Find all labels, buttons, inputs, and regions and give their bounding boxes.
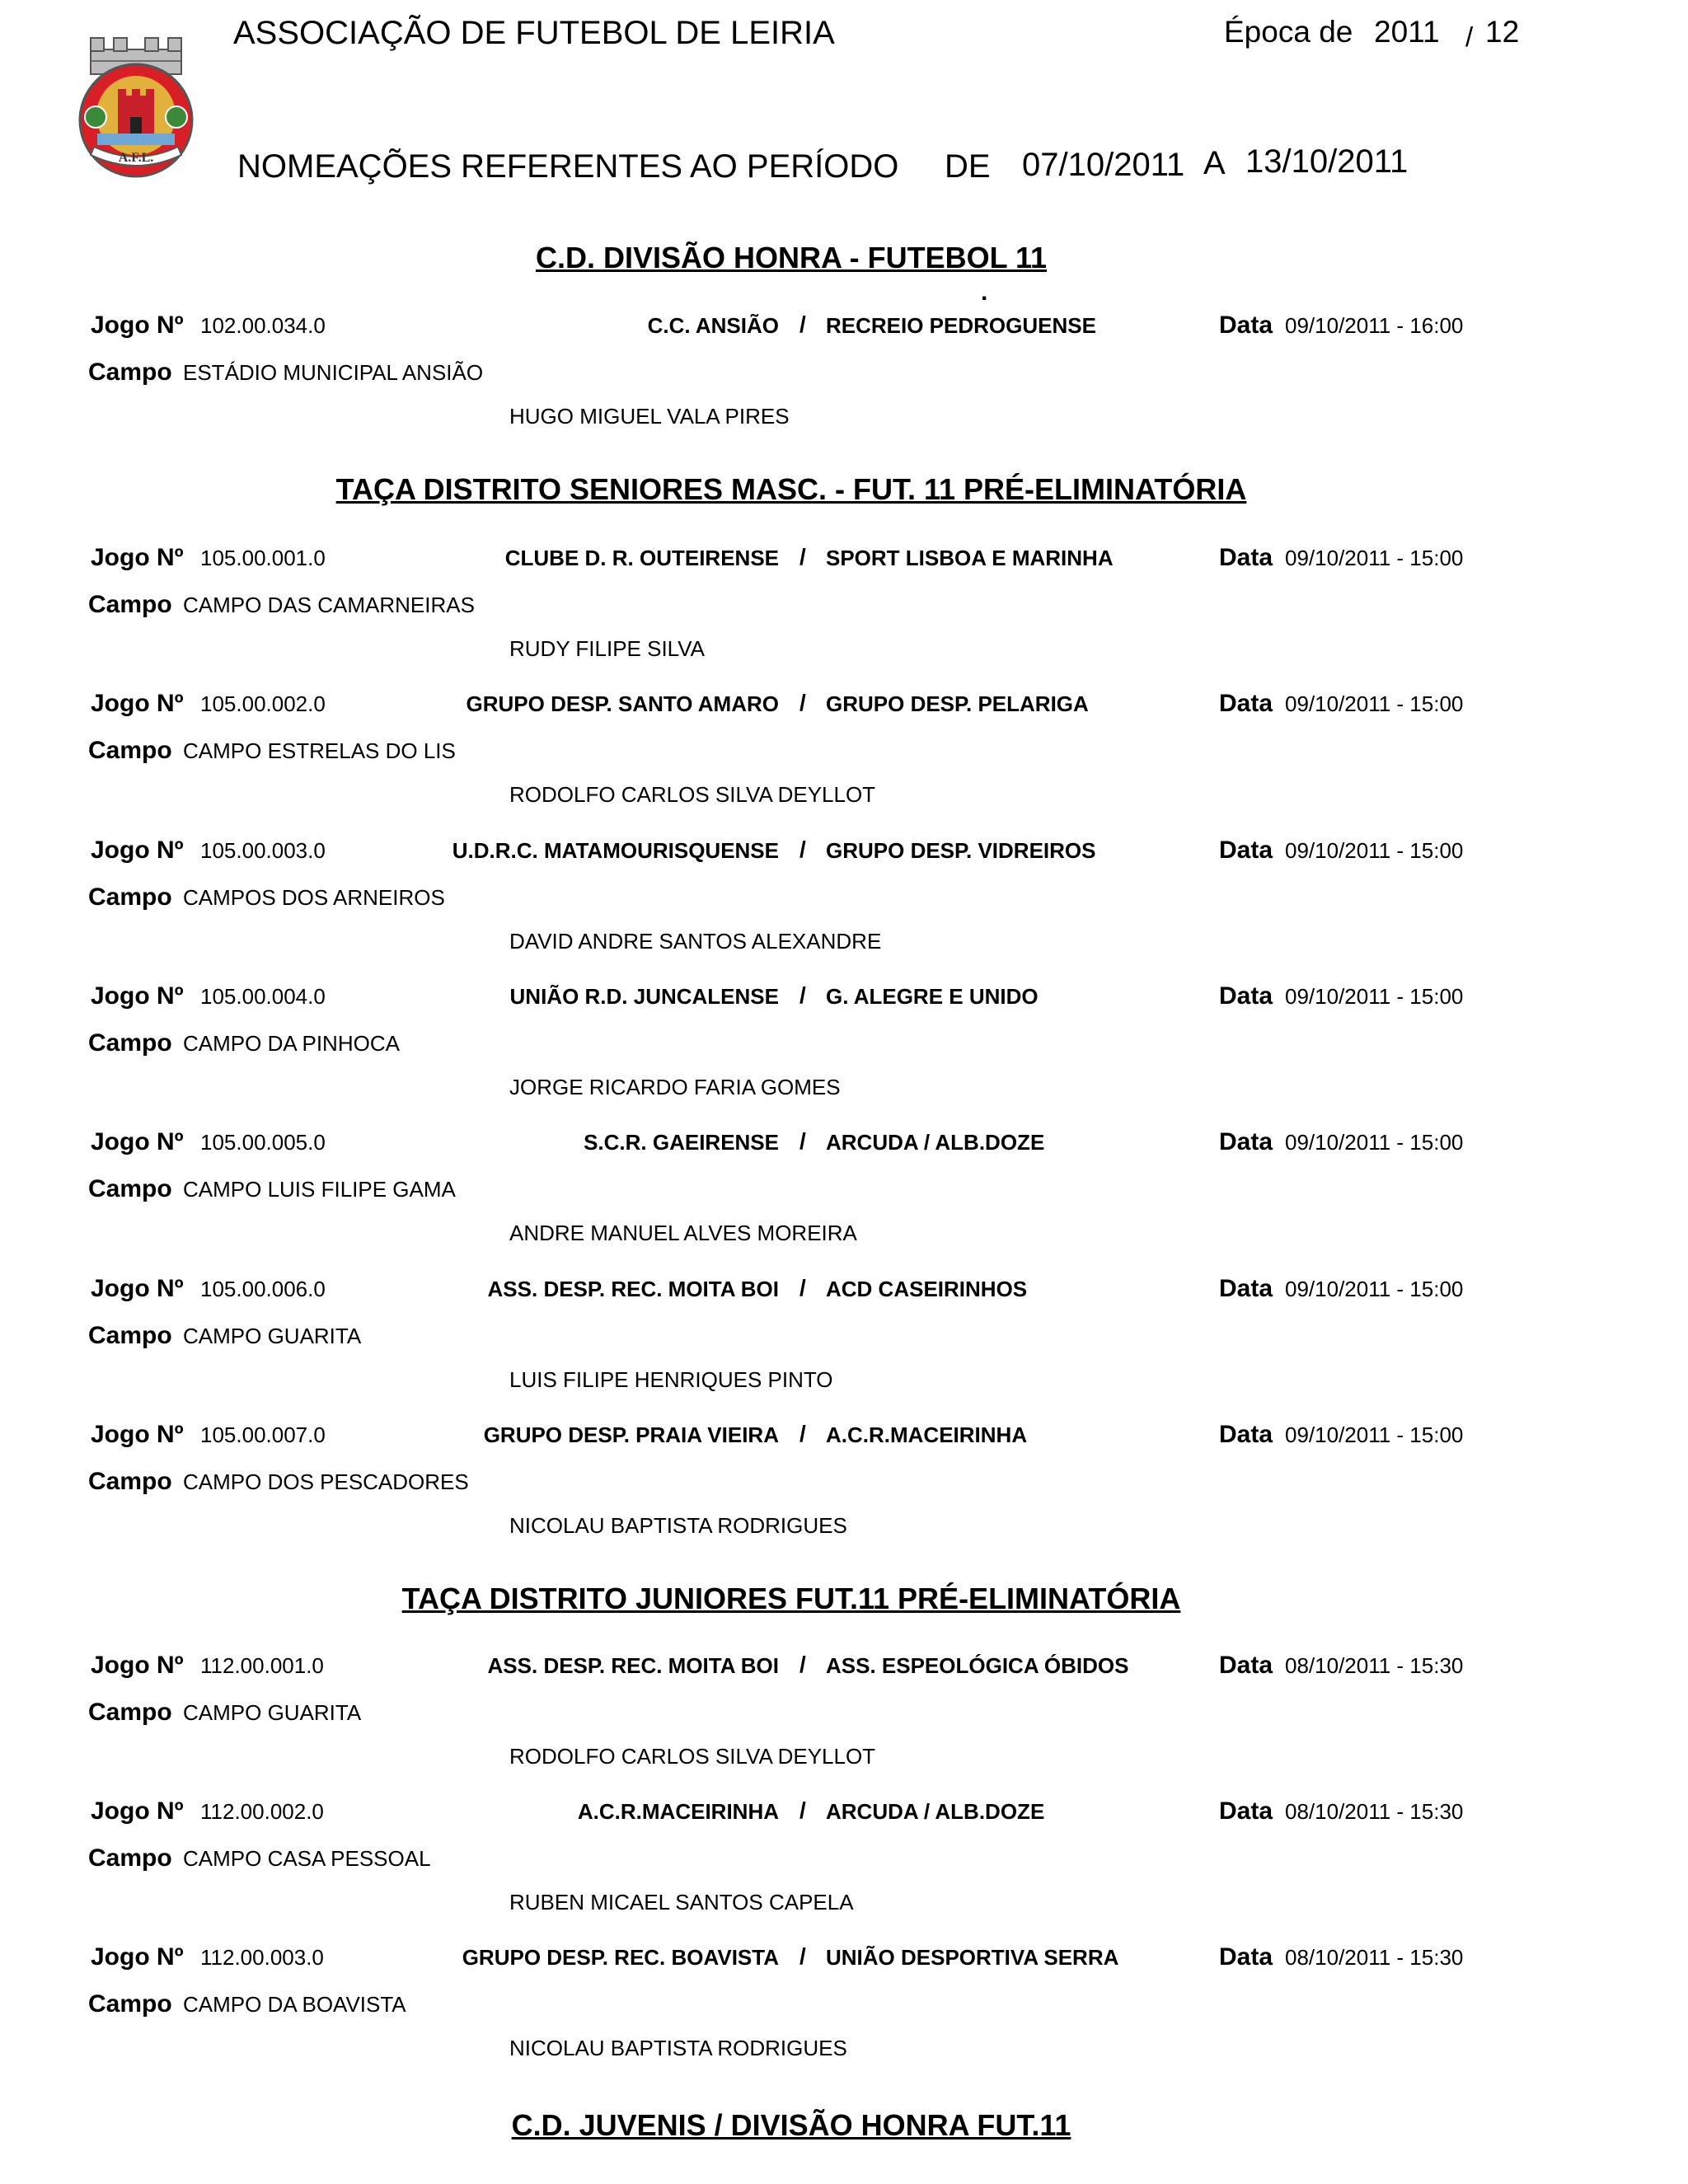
campo-label: Campo (88, 1322, 172, 1349)
organization-title: ASSOCIAÇÃO DE FUTEBOL DE LEIRIA (233, 15, 835, 51)
afl-logo (73, 31, 199, 178)
referee-name: RUBEN MICAEL SANTOS CAPELA (509, 1890, 854, 1915)
referee-name: JORGE RICARDO FARIA GOMES (509, 1075, 841, 1099)
match-number: 105.00.007.0 (200, 1422, 326, 1447)
away-team: ARCUDA / ALB.DOZE (826, 1799, 1045, 1824)
match-datetime: 09/10/2011 - 15:00 (1285, 838, 1464, 863)
campo-label: Campo (88, 1990, 172, 2018)
match-number: 105.00.003.0 (200, 838, 326, 863)
campo-label: Campo (88, 591, 172, 618)
teams-separator: / (799, 312, 806, 337)
data-label: Data (1219, 1797, 1273, 1825)
period-de: DE (945, 148, 991, 185)
teams-separator: / (799, 1275, 806, 1301)
venue-name: CAMPO GUARITA (183, 1324, 362, 1348)
match-number: 105.00.004.0 (200, 984, 326, 1009)
jogo-label: Jogo Nº (91, 1652, 184, 1679)
teams-separator: / (799, 982, 806, 1008)
referee-name: LUIS FILIPE HENRIQUES PINTO (509, 1367, 833, 1392)
jogo-label: Jogo Nº (91, 544, 184, 571)
campo-label: Campo (88, 737, 172, 764)
match-number: 105.00.006.0 (200, 1277, 326, 1301)
away-team: G. ALEGRE E UNIDO (826, 984, 1039, 1009)
jogo-label: Jogo Nº (91, 1943, 184, 1971)
match-number: 105.00.002.0 (200, 691, 326, 716)
season-separator: / (1465, 21, 1474, 52)
venue-name: CAMPO DA BOAVISTA (183, 1992, 406, 2017)
referee-name: ANDRE MANUEL ALVES MOREIRA (509, 1221, 857, 1245)
venue-name: CAMPO DAS CAMARNEIRAS (183, 593, 475, 617)
match-datetime: 09/10/2011 - 15:00 (1285, 1130, 1464, 1155)
away-team: GRUPO DESP. PELARIGA (826, 691, 1089, 716)
venue-name: CAMPO LUIS FILIPE GAMA (183, 1177, 456, 1202)
season-label: Época de (1224, 15, 1353, 49)
match-datetime: 09/10/2011 - 15:00 (1285, 1422, 1464, 1447)
match-datetime: 09/10/2011 - 15:00 (1285, 546, 1464, 570)
home-team: C.C. ANSIÃO (647, 313, 779, 338)
away-team: RECREIO PEDROGUENSE (826, 313, 1096, 338)
campo-label: Campo (88, 1699, 172, 1726)
campo-label: Campo (88, 883, 172, 911)
campo-label: Campo (88, 1175, 172, 1202)
jogo-label: Jogo Nº (91, 1128, 184, 1155)
match-number: 105.00.005.0 (200, 1130, 326, 1155)
section-title: TAÇA DISTRITO SENIORES MASC. - FUT. 11 PRÉ-ELIMINATÓRIA (335, 472, 1247, 506)
jogo-label: Jogo Nº (91, 982, 184, 1010)
data-label: Data (1219, 1421, 1273, 1448)
teams-separator: / (799, 690, 806, 715)
season-year-end: 12 (1485, 15, 1520, 49)
section-title: C.D. JUVENIS / DIVISÃO HONRA FUT.11 (511, 2108, 1071, 2142)
venue-name: CAMPO DA PINHOCA (183, 1031, 400, 1056)
campo-label: Campo (88, 1468, 172, 1495)
away-team: GRUPO DESP. VIDREIROS (826, 838, 1096, 863)
home-team: CLUBE D. R. OUTEIRENSE (504, 546, 779, 570)
teams-separator: / (799, 1128, 806, 1154)
teams-separator: / (799, 1652, 806, 1677)
teams-separator: / (799, 1797, 806, 1823)
venue-name: ESTÁDIO MUNICIPAL ANSIÃO (183, 360, 484, 385)
home-team: GRUPO DESP. REC. BOAVISTA (462, 1945, 779, 1970)
match-datetime: 08/10/2011 - 15:30 (1285, 1653, 1464, 1678)
home-team: UNIÃO R.D. JUNCALENSE (509, 984, 779, 1009)
match-number: 102.00.034.0 (200, 313, 326, 338)
match-datetime: 09/10/2011 - 15:00 (1285, 1277, 1464, 1301)
away-team: ARCUDA / ALB.DOZE (826, 1130, 1045, 1155)
data-label: Data (1219, 1128, 1273, 1155)
period-end-date: 13/10/2011 (1245, 143, 1409, 180)
stray-dot: . (981, 279, 988, 306)
venue-name: CAMPO GUARITA (183, 1700, 362, 1725)
campo-label: Campo (88, 1029, 172, 1057)
home-team: GRUPO DESP. PRAIA VIEIRA (483, 1422, 779, 1447)
match-datetime: 09/10/2011 - 16:00 (1285, 313, 1464, 338)
campo-label: Campo (88, 359, 172, 386)
teams-separator: / (799, 837, 806, 862)
referee-name: RODOLFO CARLOS SILVA DEYLLOT (509, 1744, 876, 1769)
teams-separator: / (799, 1421, 806, 1446)
data-label: Data (1219, 982, 1273, 1010)
match-datetime: 09/10/2011 - 15:00 (1285, 691, 1464, 716)
away-team: A.C.R.MACEIRINHA (826, 1422, 1028, 1447)
svg-text:A.F.L.: A.F.L. (118, 151, 154, 165)
period-start-date: 07/10/2011 (1022, 147, 1185, 183)
jogo-label: Jogo Nº (91, 1797, 184, 1825)
period-a: A (1203, 145, 1226, 181)
match-number: 112.00.001.0 (200, 1653, 324, 1678)
match-number: 112.00.002.0 (200, 1799, 324, 1824)
away-team: UNIÃO DESPORTIVA SERRA (826, 1945, 1119, 1970)
referee-name: NICOLAU BAPTISTA RODRIGUES (509, 2036, 847, 2060)
data-label: Data (1219, 1943, 1273, 1971)
data-label: Data (1219, 837, 1273, 864)
referee-name: RODOLFO CARLOS SILVA DEYLLOT (509, 782, 876, 807)
venue-name: CAMPOS DOS ARNEIROS (183, 885, 445, 910)
jogo-label: Jogo Nº (91, 1275, 184, 1302)
home-team: GRUPO DESP. SANTO AMARO (466, 691, 779, 716)
data-label: Data (1219, 312, 1273, 339)
match-number: 105.00.001.0 (200, 546, 326, 570)
teams-separator: / (799, 544, 806, 569)
data-label: Data (1219, 1652, 1273, 1679)
home-team: S.C.R. GAEIRENSE (584, 1130, 779, 1155)
away-team: ACD CASEIRINHOS (826, 1277, 1028, 1301)
match-datetime: 09/10/2011 - 15:00 (1285, 984, 1464, 1009)
jogo-label: Jogo Nº (91, 1421, 184, 1448)
away-team: SPORT LISBOA E MARINHA (826, 546, 1114, 570)
season-year-start: 2011 (1374, 15, 1440, 49)
match-number: 112.00.003.0 (200, 1945, 324, 1970)
venue-name: CAMPO CASA PESSOAL (183, 1846, 431, 1871)
away-team: ASS. ESPEOLÓGICA ÓBIDOS (826, 1653, 1129, 1678)
home-team: ASS. DESP. REC. MOITA BOI (487, 1653, 779, 1678)
jogo-label: Jogo Nº (91, 312, 184, 339)
venue-name: CAMPO DOS PESCADORES (183, 1469, 469, 1494)
venue-name: CAMPO ESTRELAS DO LIS (183, 738, 456, 763)
referee-name: DAVID ANDRE SANTOS ALEXANDRE (509, 929, 882, 954)
section-title: C.D. DIVISÃO HONRA - FUTEBOL 11 (535, 241, 1048, 274)
data-label: Data (1219, 1275, 1273, 1302)
period-label: NOMEAÇÕES REFERENTES AO PERÍODO (237, 148, 899, 185)
data-label: Data (1219, 690, 1273, 717)
section-title: TAÇA DISTRITO JUNIORES FUT.11 PRÉ-ELIMINATÓRIA (401, 1582, 1181, 1615)
home-team: ASS. DESP. REC. MOITA BOI (487, 1277, 779, 1301)
teams-separator: / (799, 1943, 806, 1969)
referee-name: NICOLAU BAPTISTA RODRIGUES (509, 1513, 847, 1538)
match-datetime: 08/10/2011 - 15:30 (1285, 1945, 1464, 1970)
match-datetime: 08/10/2011 - 15:30 (1285, 1799, 1464, 1824)
data-label: Data (1219, 544, 1273, 571)
referee-name: RUDY FILIPE SILVA (509, 636, 705, 661)
jogo-label: Jogo Nº (91, 690, 184, 717)
home-team: A.C.R.MACEIRINHA (577, 1799, 779, 1824)
campo-label: Campo (88, 1844, 172, 1872)
jogo-label: Jogo Nº (91, 837, 184, 864)
home-team: U.D.R.C. MATAMOURISQUENSE (452, 838, 779, 863)
referee-name: HUGO MIGUEL VALA PIRES (509, 404, 790, 429)
